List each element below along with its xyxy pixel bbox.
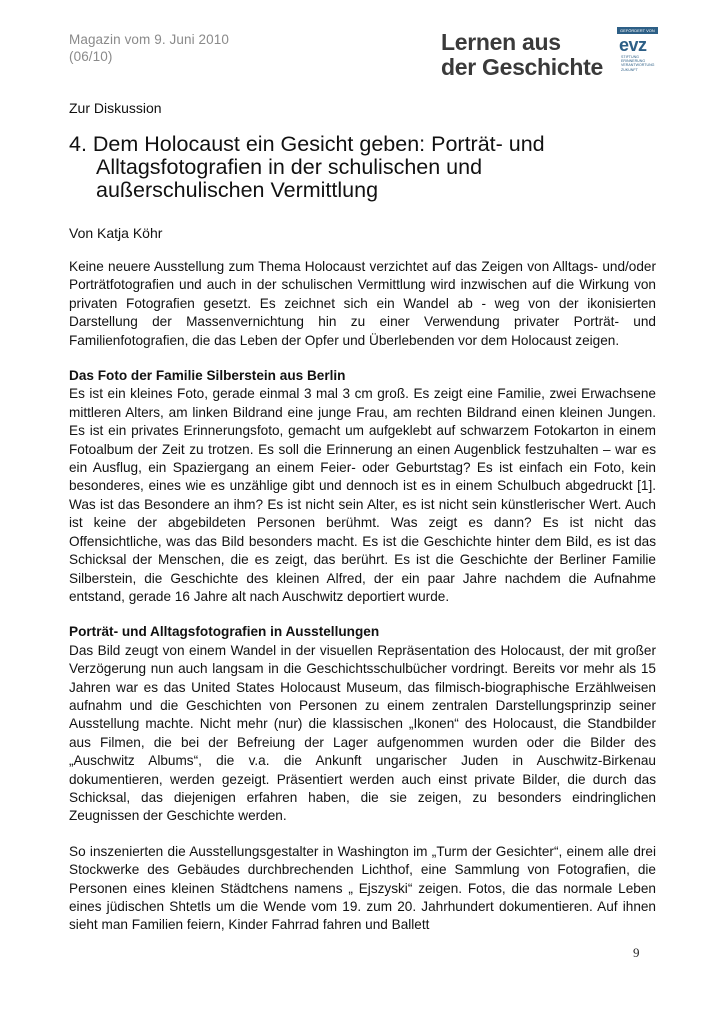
evz-wordmark: evz <box>619 35 647 55</box>
section-silberstein <box>69 367 656 606</box>
evz-top-bar: GEFÖRDERT VON <box>617 27 658 34</box>
evz-subtext: STIFTUNG ERINNERUNG VERANTWORTUNG ZUKUNFT <box>621 55 655 72</box>
logo-line-1: Lernen aus <box>441 29 561 55</box>
intro-paragraph <box>69 258 656 350</box>
paragraph-tower-of-faces <box>69 843 656 935</box>
magazine-date: Magazin vom 9. Juni 2010 <box>69 32 229 47</box>
page-number: 9 <box>633 945 640 960</box>
article-title <box>69 133 659 202</box>
intro-text: Keine neuere Ausstellung zum Thema Holocaust verzichtet auf das Zeigen von Alltags- und/oder Porträtfotografien und auch in der schulischen Vermittlung wird inzwischen auf die Wirkung von privaten Fotografien gesetzt. Es zeichnet sich ein Wandel ab - weg von der ikonisierten Darstellung der Massenvernichtung hin zu einer Verwendung privater Porträt- und Familienfotografien, die das Leben der Opfer und Überlebenden vor dem Holocaust zeigen. <box>69 259 656 348</box>
section-text: Das Bild zeugt von einem Wandel in der visuellen Repräsentation des Holocaust, der mit großer Verzögerung nun auch langsam in die Geschichtsschulbücher vordringt. Bereits vor mehr als 15 Jahren war es das United States Holocaust Museum, das filmisch-biographische Erzählweisen aufnahm und die Geschichten von Personen zu einem zentralen Darstellungsprinzip seiner Ausstellung machte. Nicht mehr (nur) die klassischen „Ikonen“ des Holocaust, die Standbilder aus Filmen, die bei der Befreiung der Lager aufgenommen wurden oder die Bilder des „Auschwitz Albums“, die v.a. die Ankunft ungarischer Juden in Auschwitz-Birkenau dokumentieren, werden gezeigt. Präsentiert werden auch einst private Bilder, die durch das Schicksal, das diejenigen erfahren haben, die sie zeigen, zu besonders eindringlichen Zeugnissen der Geschichte werden. <box>69 642 656 824</box>
magazine-meta <box>69 31 229 65</box>
magazine-issue: (06/10) <box>69 49 113 64</box>
title-line-1: 4. Dem Holocaust ein Gesicht geben: Porträt- und <box>69 132 545 156</box>
evz-logo-icon <box>617 27 658 79</box>
logo-line-2: der Geschichte <box>441 54 603 80</box>
section-exhibitions <box>69 623 656 825</box>
section-text: Es ist ein kleines Foto, gerade einmal 3 mal 3 cm groß. Es zeigt eine Familie, zwei Erwachsene mittleren Alters, am linken Bildrand eine junge Frau, am rechten Bildrand einen kleinen Jungen. Es ist ein privates Erinnerungsfoto, gemacht um aufgeklebt auf schwarzem Fotokarton in einem Fotoalbum der Zeit zu trotzen. Es soll die Erinnerung an einen Augenblick festzuhalten – war es ein Ausflug, ein Spaziergang an einem Feier- oder Geburtstag? Es ist einfach ein Foto, kein besonderes, eines wie es unzählige gibt und dennoch ist es in einem Schulbuch abgedruckt [1]. Was ist das Besondere an ihm? Es ist nicht sein Alter, es ist nicht sein künstlerischer Wert. Auch ist keine der abgebildeten Personen berühmt. Was zeigt es dann? Es ist nicht das Offensichtliche, was das Bild besonders macht. Es ist die Geschichte hinter dem Bild, es ist das Schicksal der Menschen, die es zeigt, das berührt. Es ist die Geschichte der Berliner Familie Silberstein, die Geschichte des kleinen Alfred, der ein paar Jahre nachdem die Aufnahme entstand, gerade 16 Jahre alt nach Auschwitz deportiert wurde. <box>69 386 656 604</box>
rubric: Zur Diskussion <box>69 100 162 116</box>
section-heading: Das Foto der Familie Silberstein aus Berlin <box>69 368 346 384</box>
lernen-aus-der-geschichte-logo <box>441 30 603 80</box>
title-line-2: Alltagsfotografien in der schulischen und <box>96 155 483 179</box>
title-line-3: außerschulischen Vermittlung <box>96 178 379 202</box>
paragraph-text: So inszenierten die Ausstellungsgestalter in Washington im „Turm der Gesichter“, einem alle drei Stockwerke des Gebäudes durchbrechenden Lichthof, eine Sammlung von Fotografien, die Personen eines kleinen Städtchens namens „ Ejszyski“ zeigen. Fotos, die das normale Leben eines jüdischen Shtetls um die Wende vom 19. zum 20. Jahrhundert dokumentieren. Auf ihnen sieht man Familien feiern, Kinder Fahrrad fahren und Ballett <box>69 843 656 933</box>
section-heading: Porträt- und Alltagsfotografien in Ausstellungen <box>69 624 380 640</box>
article-body <box>69 258 656 952</box>
author-byline: Von Katja Köhr <box>69 225 163 241</box>
